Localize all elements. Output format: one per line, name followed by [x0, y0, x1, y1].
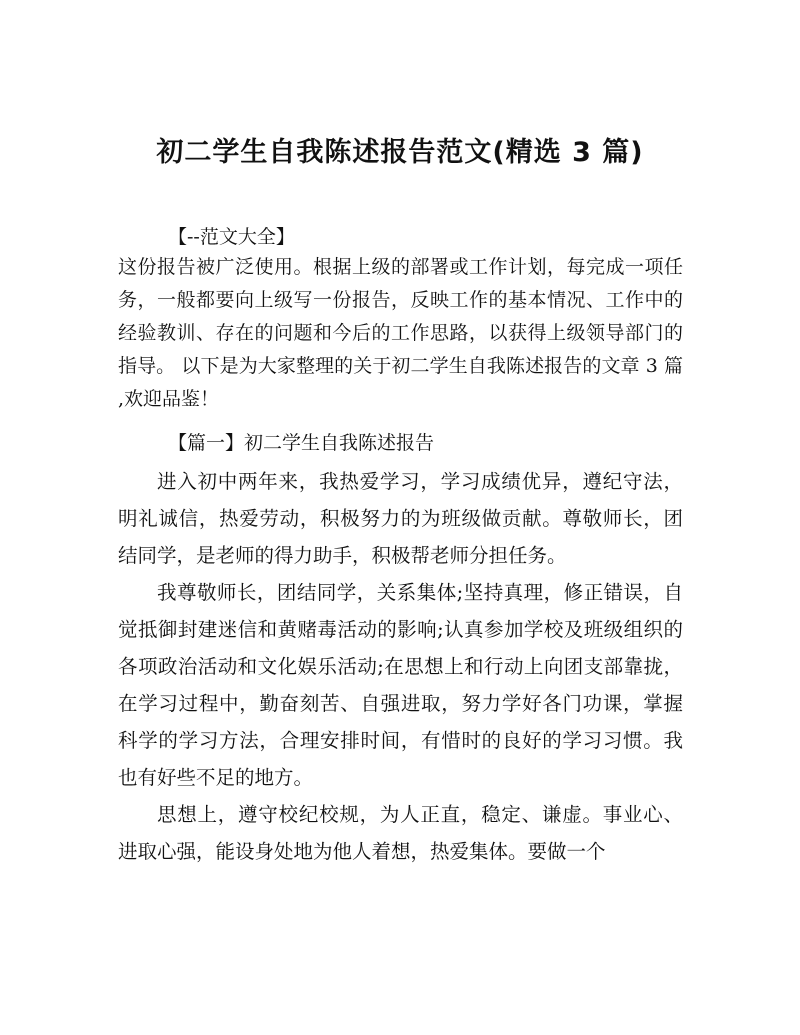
section-heading: 【篇一】初二学生自我陈述报告 — [168, 432, 435, 454]
body-paragraph-3: 思想上，遵守校纪校规，为人正直，稳定、谦虚。事业心、进取心强，能设身处地为他人着想，热爱集体。要做一个 — [118, 803, 683, 863]
intro-tag: 【--范文大全】 — [168, 226, 295, 248]
section-body — [118, 463, 683, 870]
body-paragraph-2: 我尊敬师长，团结同学，关系集体;坚持真理，修正错误，自觉抵御封建迷信和黄赌毒活动的影响;认真参加学校及班级组织的各项政治活动和文化娱乐活动;在思想上和行动上向团支部靠拢，在学习过程中，勤奋刻苦、自强进取，努力学好各门功课，掌握科学的学习方法，合理安排时间，有惜时的良好的学习习惯。我也有好些不足的地方。 — [118, 581, 683, 789]
document-title: 初二学生自我陈述报告范文(精选 3 篇) — [156, 137, 644, 168]
body-paragraph-1: 进入初中两年来，我热爱学习，学习成绩优异，遵纪守法，明礼诚信，热爱劳动，积极努力的为班级做贡献。尊敬师长，团结同学，是老师的得力助手，积极帮老师分担任务。 — [118, 470, 683, 567]
intro-paragraph: 这份报告被广泛使用。根据上级的部署或工作计划，每完成一项任务，一般都要向上级写一份报告，反映工作的基本情况、工作中的经验教训、存在的问题和今后的工作思路，以获得上级领导部门的指导。 以下是为大家整理的关于初二学生自我陈述报告的文章 3 篇 ,欢迎品鉴！ — [118, 256, 683, 410]
